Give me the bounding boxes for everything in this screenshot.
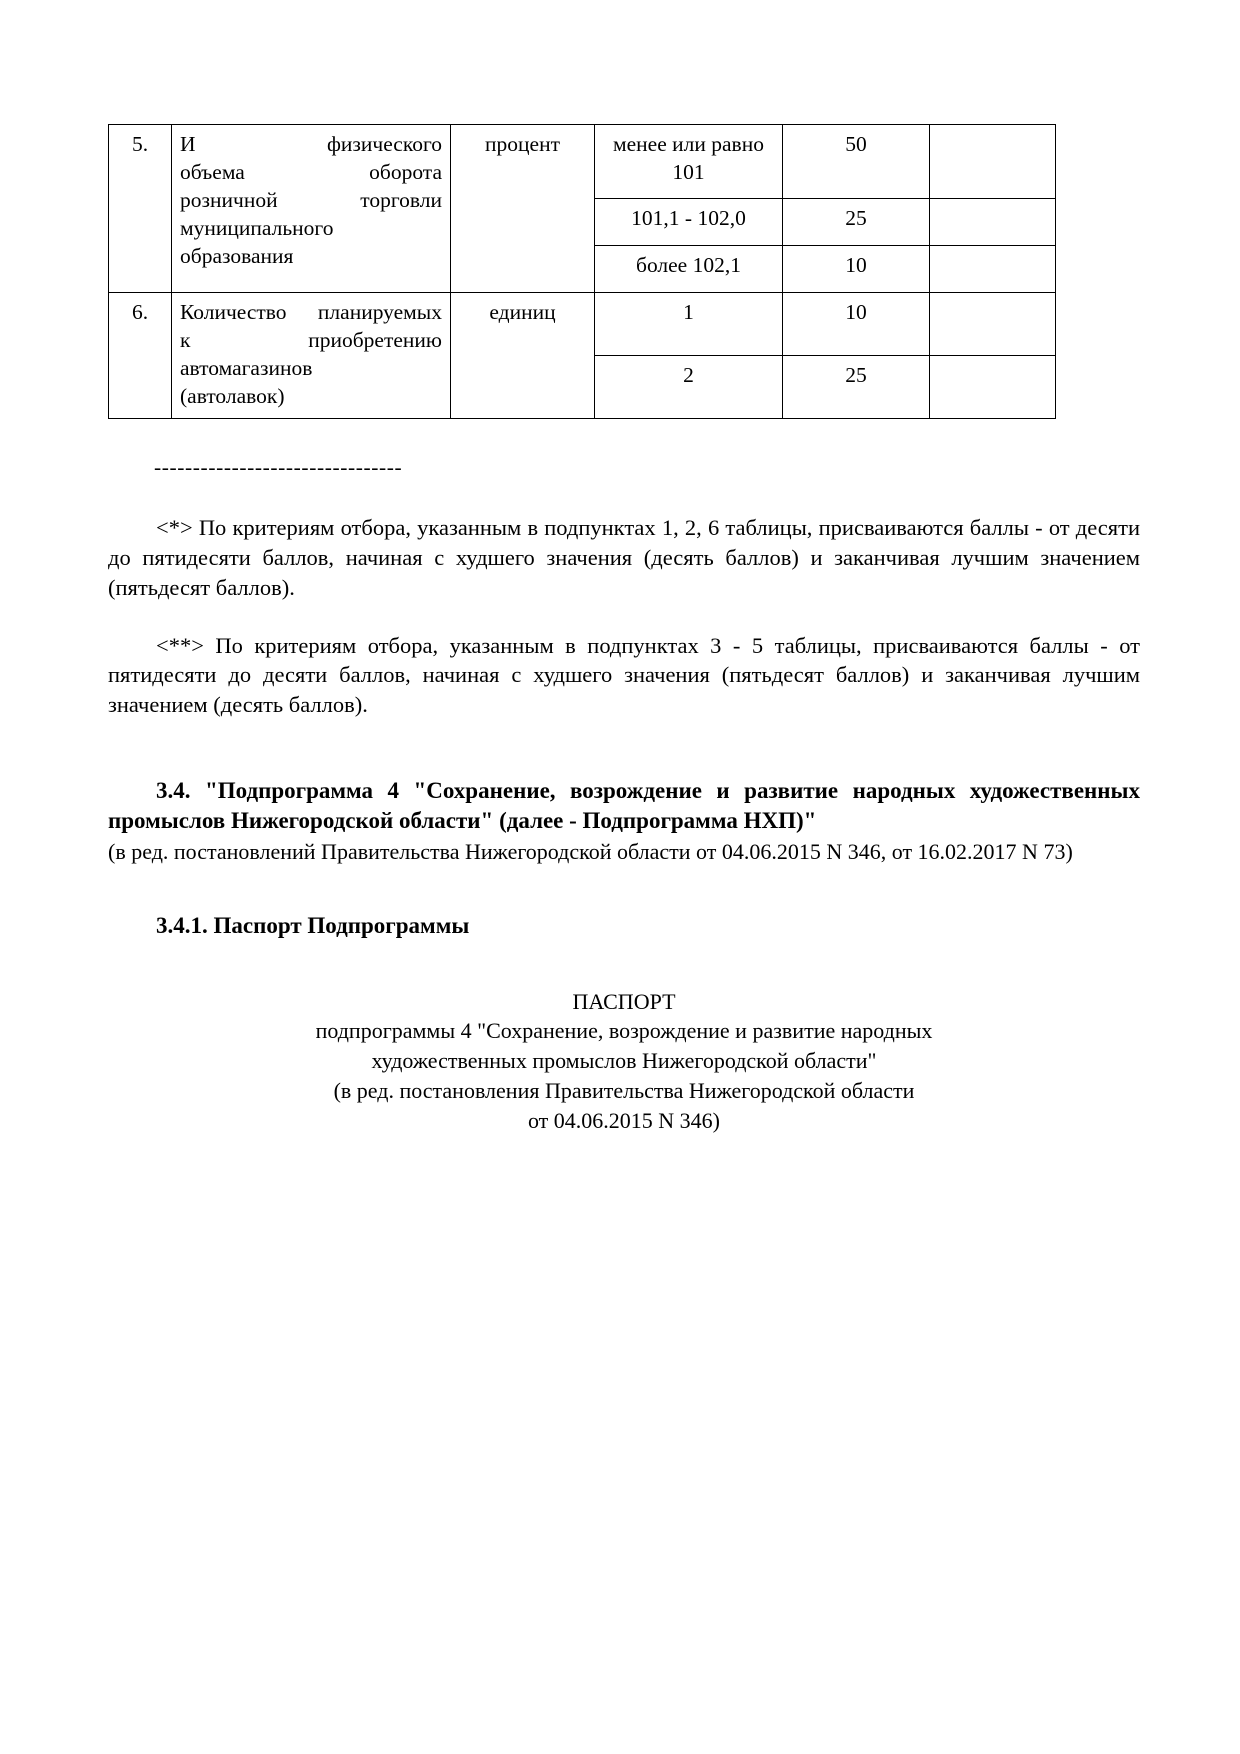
subsection-heading-3-4-1: 3.4.1. Паспорт Подпрограммы — [156, 912, 470, 938]
cell-criterion-name — [172, 125, 451, 293]
criterion-line: к приобретению — [180, 327, 442, 352]
cell-extra — [930, 125, 1056, 199]
footnote-single-asterisk: <*> По критериям отбора, указанным в подпунктах 1, 2, 6 таблицы, присваиваются баллы - от десяти до пятидесяти баллов, начиная с худшего значения (десять баллов) и заканчивая лучшим значением (пятьдесят баллов). — [108, 514, 1140, 600]
criterion-line: автомагазинов — [180, 355, 313, 380]
cell-extra — [930, 199, 1056, 246]
cell-score: 50 — [783, 125, 930, 199]
table-body — [109, 125, 1056, 419]
cell-score: 25 — [783, 355, 930, 418]
passport-title: ПАСПОРТ — [572, 988, 676, 1014]
cell-row-number: 6. — [109, 293, 172, 419]
criterion-line: (автолавок) — [180, 383, 285, 408]
section-heading-3-4: 3.4. "Подпрограмма 4 "Сохранение, возрождение и развитие народных художественных промыслов Нижегородской области" (далее - Подпрограмма НХП)" — [108, 778, 1140, 834]
cell-range: 101,1 - 102,0 — [595, 199, 783, 246]
section-amendment-note: (в ред. постановлений Правительства Нижегородской области от 04.06.2015 N 346, от 16.02.2017 N 73) — [108, 839, 1073, 865]
criteria-scoring-table — [108, 124, 1056, 419]
criterion-line: муниципального — [180, 215, 334, 240]
cell-unit: единиц — [451, 293, 595, 419]
cell-range: 2 — [595, 355, 783, 418]
cell-range: 1 — [595, 293, 783, 356]
cell-row-number: 5. — [109, 125, 172, 293]
cell-criterion-name — [172, 293, 451, 419]
cell-extra — [930, 355, 1056, 418]
cell-range: более 102,1 — [595, 246, 783, 293]
cell-extra — [930, 293, 1056, 356]
cell-unit: процент — [451, 125, 595, 293]
passport-line-2: художественных промыслов Нижегородской области" — [371, 1048, 877, 1074]
passport-line-3: (в ред. постановления Правительства Нижегородской области — [333, 1078, 915, 1104]
footnote-double-asterisk: <**> По критериям отбора, указанным в подпунктах 3 - 5 таблицы, присваиваются баллы - от пятидесяти до десяти баллов, начиная с худшего значения (пятьдесят баллов) и заканчивая лучшим значением (десять баллов). — [108, 632, 1140, 718]
cell-range: менее или равно 101 — [595, 125, 783, 199]
criterion-line: Количество планируемых — [180, 300, 442, 324]
criterion-line: объема оборота — [180, 159, 442, 184]
cell-extra — [930, 246, 1056, 293]
criterion-line: И физического — [180, 132, 442, 156]
separator-dashes: -------------------------------- — [154, 454, 403, 479]
table-row — [109, 293, 1056, 356]
cell-score: 25 — [783, 199, 930, 246]
passport-block — [108, 987, 1140, 1137]
footnote-separator — [108, 454, 1140, 479]
passport-line-1: подпрограммы 4 "Сохранение, возрождение и развитие народных — [315, 1018, 933, 1044]
passport-line-4: от 04.06.2015 N 346) — [527, 1108, 721, 1134]
criterion-line: образования — [180, 243, 294, 268]
cell-score: 10 — [783, 293, 930, 356]
cell-score: 10 — [783, 246, 930, 293]
table-row — [109, 125, 1056, 199]
criterion-line: розничной торговли — [180, 187, 442, 212]
